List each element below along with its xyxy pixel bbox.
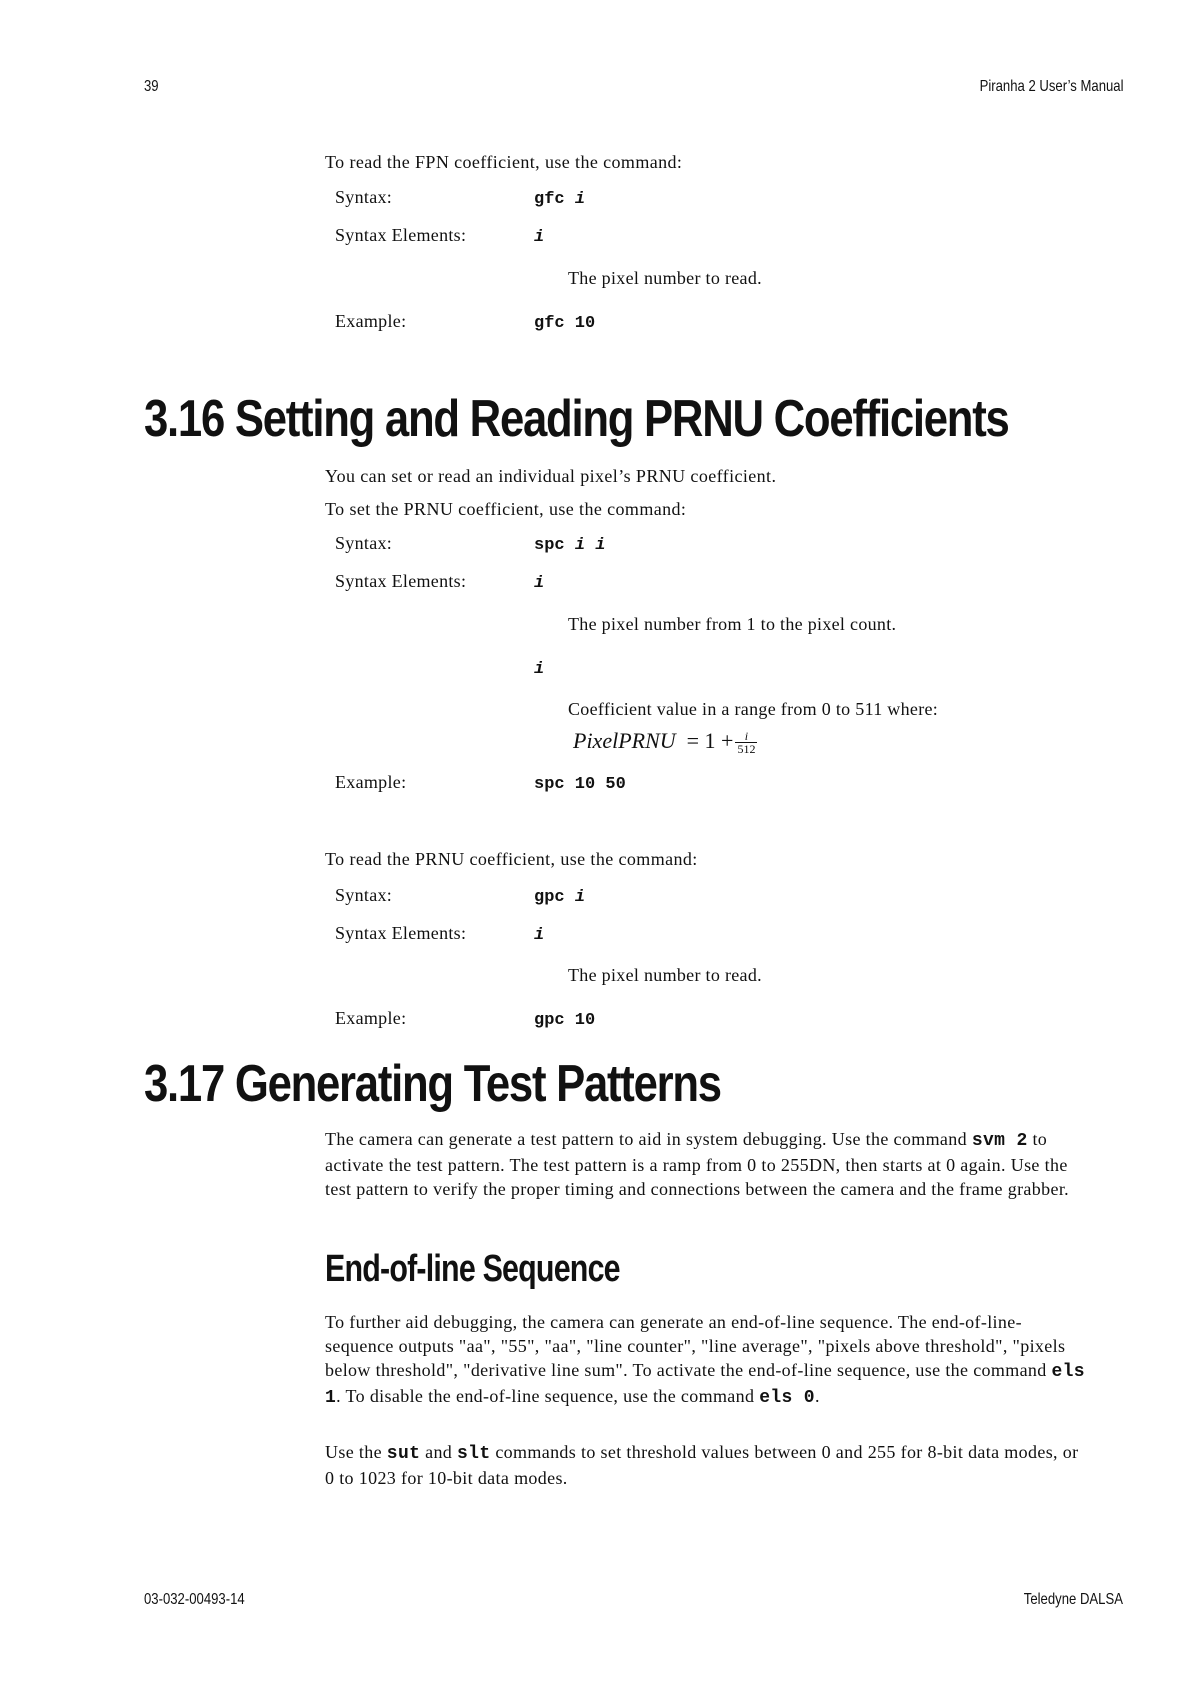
prnu-example: spc 10 50: [534, 775, 626, 794]
prnu-element-2-desc: Coefficient value in a range from 0 to 511 where:: [568, 699, 939, 719]
company-name: Teledyne DALSA: [1023, 1591, 1123, 1608]
manual-title: Piranha 2 User’s Manual: [979, 78, 1123, 95]
fpn-element-i-desc: The pixel number to read.: [568, 268, 762, 288]
prnu-intro-1: You can set or read an individual pixel’s PRNU coefficient.: [325, 466, 777, 486]
section-3-16-heading: 3.16 Setting and Reading PRNU Coefficients: [144, 390, 1009, 448]
prnu-read-example-label: Example:: [335, 1008, 407, 1028]
doc-number: 03-032-00493-14: [144, 1591, 245, 1608]
fpn-read-intro: To read the FPN coefficient, use the command:: [325, 152, 683, 172]
section-3-17-heading: 3.17 Generating Test Patterns: [144, 1055, 721, 1113]
prnu-example-label: Example:: [335, 772, 407, 792]
end-of-line-subheading: End-of-line Sequence: [325, 1248, 620, 1290]
prnu-read-intro: To read the PRNU coefficient, use the command:: [325, 849, 698, 869]
prnu-read-syntax-label: Syntax:: [335, 885, 393, 905]
fpn-elements-label: Syntax Elements:: [335, 225, 467, 245]
prnu-syntax-label: Syntax:: [335, 533, 393, 553]
fpn-example: gfc 10: [534, 314, 596, 333]
prnu-read-element-1-desc: The pixel number to read.: [568, 965, 762, 985]
threshold-paragraph: Use the sut and slt commands to set threshold values between 0 and 255 for 8-bit data modes, or 0 to 1023 for 10-bit data modes.: [325, 1442, 1079, 1488]
fpn-example-label: Example:: [335, 311, 407, 331]
prnu-syntax-command: spc i i: [534, 536, 606, 555]
fpn-syntax-command: gfc i: [534, 190, 586, 209]
fpn-syntax-label: Syntax:: [335, 187, 393, 207]
prnu-element-1-desc: The pixel number from 1 to the pixel count.: [568, 614, 897, 634]
prnu-read-syntax-command: gpc i: [534, 888, 586, 907]
prnu-read-example: gpc 10: [534, 1011, 596, 1030]
fpn-element-i: i: [534, 228, 545, 247]
page-number: 39: [144, 78, 159, 95]
end-of-line-paragraph: To further aid debugging, the camera can generate an end-of-line sequence. The end-of-line-sequence outputs "aa", "55", "aa", "line counter", "line average", "pixels above threshold", "pixels below threshold", "derivative line sum". To activate the end-of-line sequence, use the command els 1. To disable the end-of-line sequence, use the command els 0.: [325, 1312, 1085, 1408]
prnu-intro-2: To set the PRNU coefficient, use the command:: [325, 499, 687, 519]
prnu-element-1: i: [534, 574, 545, 593]
prnu-read-elements-label: Syntax Elements:: [335, 923, 467, 943]
test-pattern-paragraph: The camera can generate a test pattern to aid in system debugging. Use the command svm 2 to activate the test pattern. The test pattern is a ramp from 0 to 255DN, then starts at 0 again. Use the test pattern to verify the proper timing and connections between the camera and the frame grabber.: [325, 1129, 1070, 1199]
prnu-elements-label: Syntax Elements:: [335, 571, 467, 591]
prnu-element-2: i: [534, 660, 545, 679]
prnu-read-element-1: i: [534, 926, 545, 945]
prnu-formula: PixelPRNU = 1 + $\frac{i}{512}$: [573, 728, 756, 757]
